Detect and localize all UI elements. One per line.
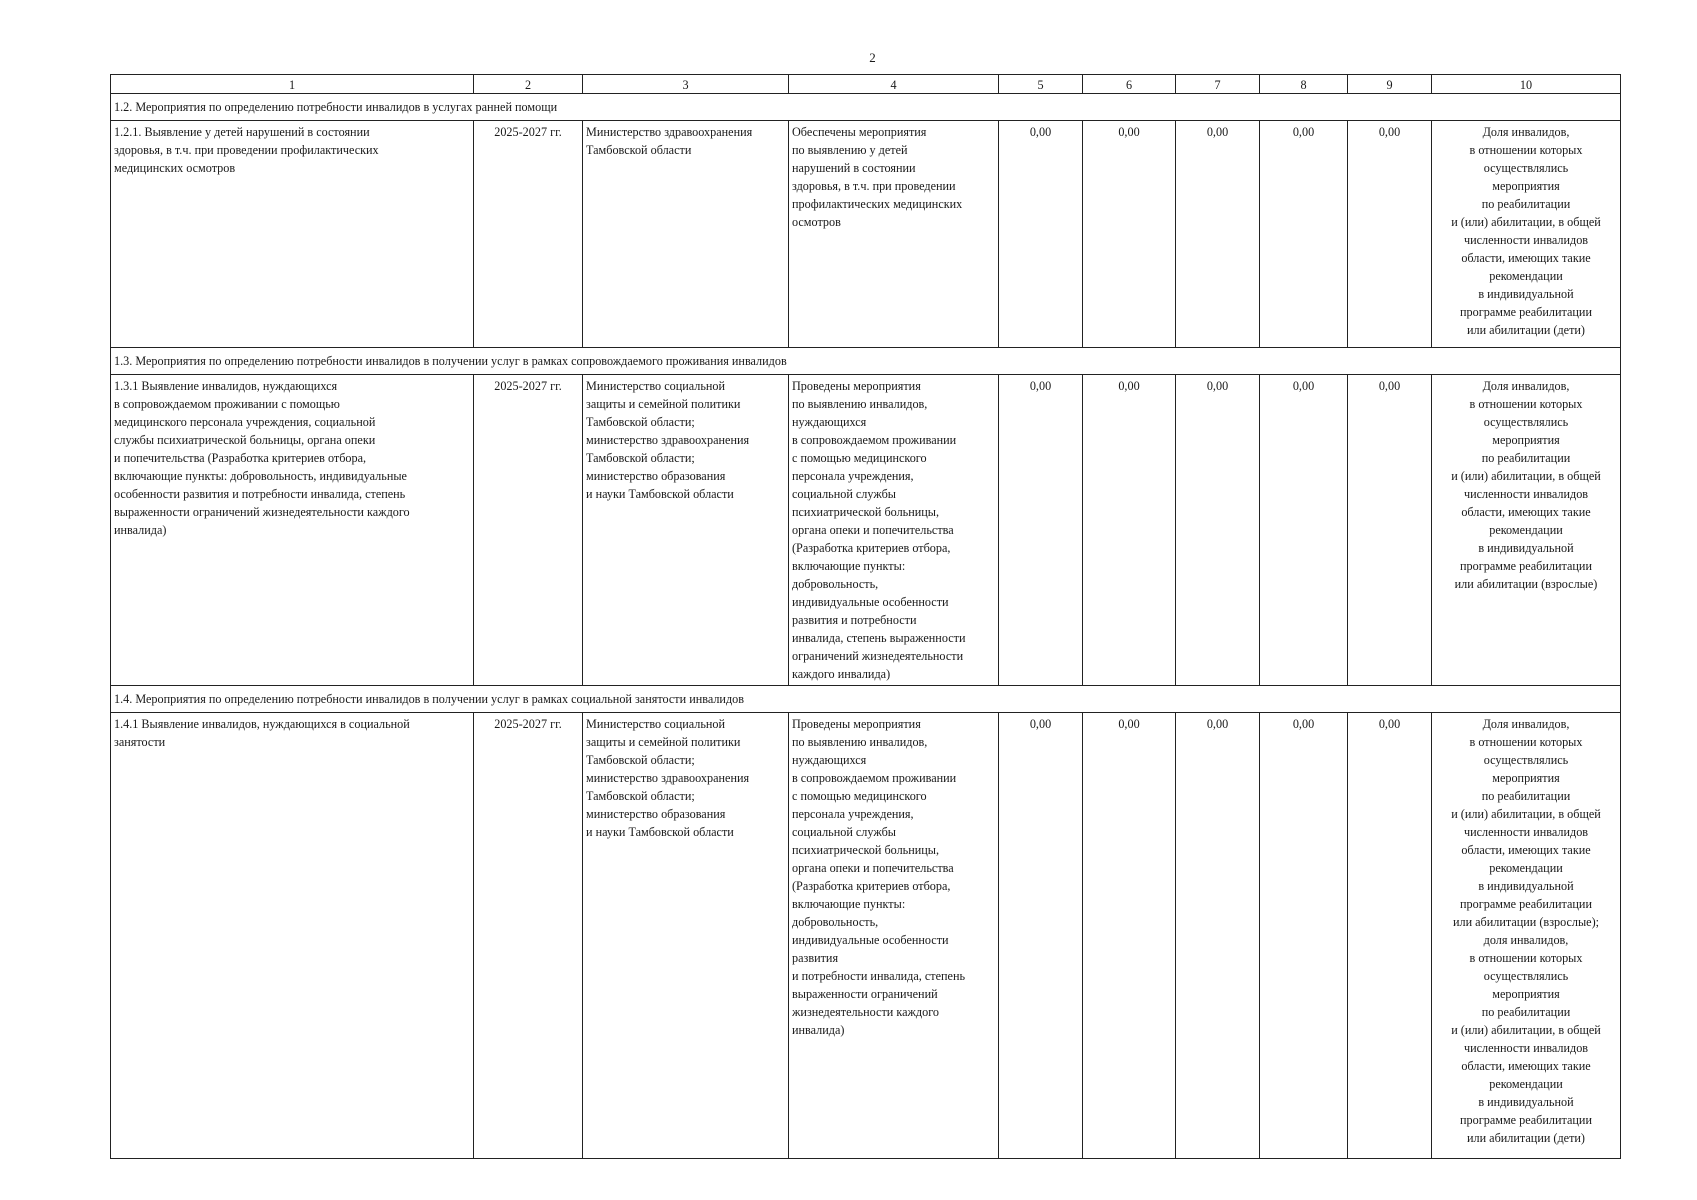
- column-number: 1: [111, 75, 474, 94]
- value-cell: 0,00: [1348, 375, 1432, 686]
- measures-table: [110, 74, 1621, 1159]
- value-cell: 0,00: [1083, 375, 1176, 686]
- section-header-row: [111, 348, 1621, 375]
- table-row: [111, 713, 1621, 1159]
- column-number-row: [111, 75, 1621, 94]
- value-cell: 0,00: [1348, 713, 1432, 1159]
- event-cell: 1.2.1. Выявление у детей нарушений в состоянии здоровья, в т.ч. при проведении профилактических медицинских осмотров: [111, 121, 474, 348]
- section-title: 1.3. Мероприятия по определению потребности инвалидов в получении услуг в рамках сопровождаемого проживания инвалидов: [111, 348, 1621, 375]
- column-number: 10: [1432, 75, 1621, 94]
- page-number: 2: [869, 50, 876, 65]
- column-number: 4: [789, 75, 999, 94]
- result-cell: Проведены мероприятия по выявлению инвалидов, нуждающихся в сопровождаемом проживании с помощью медицинского персонала учреждения, социальной службы психиатрической больницы, органа опеки и попечительства (Разработка критериев отбора, включающие пункты: добровольность, индивидуальные особенности развития и потребности инвалида, степень выраженности ограничений жизнедеятельности каждого инвалида): [789, 713, 999, 1159]
- value-cell: 0,00: [999, 375, 1083, 686]
- value-cell: 0,00: [1083, 713, 1176, 1159]
- column-number: 9: [1348, 75, 1432, 94]
- value-cell: 0,00: [999, 121, 1083, 348]
- executor-cell: Министерство социальной защиты и семейной политики Тамбовской области; министерство здравоохранения Тамбовской области; министерство образования и науки Тамбовской области: [583, 713, 789, 1159]
- value-cell: 0,00: [1260, 121, 1348, 348]
- table-row: [111, 121, 1621, 348]
- column-number: 8: [1260, 75, 1348, 94]
- value-cell: 0,00: [1260, 375, 1348, 686]
- indicator-cell: Доля инвалидов, в отношении которых осуществлялись мероприятия по реабилитации и (или) абилитации, в общей численности инвалидов области, имеющих такие рекомендации в индивидуальной программе реабилитации или абилитации (взрослые); доля инвалидов, в отношении которых осуществлялись мероприятия по реабилитации и (или) абилитации, в общей численности инвалидов области, имеющих такие рекомендации в индивидуальной программе реабилитации или абилитации (дети): [1432, 713, 1621, 1159]
- section-header-row: [111, 94, 1621, 121]
- event-cell: 1.3.1 Выявление инвалидов, нуждающихся в сопровождаемом проживании с помощью медицинского персонала учреждения, социальной службы психиатрической больницы, органа опеки и попечительства (Разработка критериев отбора, включающие пункты: добровольность, индивидуальные особенности развития и потребности инвалида, степень выраженности ограничений жизнедеятельности каждого инвалида): [111, 375, 474, 686]
- result-cell: Обеспечены мероприятия по выявлению у детей нарушений в состоянии здоровья, в т.ч. при проведении профилактических медицинских осмотров: [789, 121, 999, 348]
- column-number: 2: [474, 75, 583, 94]
- column-number: 7: [1176, 75, 1260, 94]
- result-cell: Проведены мероприятия по выявлению инвалидов, нуждающихся в сопровождаемом проживании с помощью медицинского персонала учреждения, социальной службы психиатрической больницы, органа опеки и попечительства (Разработка критериев отбора, включающие пункты: добровольность, индивидуальные особенности развития и потребности инвалида, степень выраженности ограничений жизнедеятельности каждого инвалида): [789, 375, 999, 686]
- value-cell: 0,00: [999, 713, 1083, 1159]
- table-row: [111, 375, 1621, 686]
- value-cell: 0,00: [1176, 713, 1260, 1159]
- section-title: 1.2. Мероприятия по определению потребности инвалидов в услугах ранней помощи: [111, 94, 1621, 121]
- column-number: 3: [583, 75, 789, 94]
- section-title: 1.4. Мероприятия по определению потребности инвалидов в получении услуг в рамках социальной занятости инвалидов: [111, 686, 1621, 713]
- period-cell: 2025-2027 гг.: [474, 713, 583, 1159]
- value-cell: 0,00: [1348, 121, 1432, 348]
- value-cell: 0,00: [1260, 713, 1348, 1159]
- section-header-row: [111, 686, 1621, 713]
- executor-cell: Министерство социальной защиты и семейной политики Тамбовской области; министерство здравоохранения Тамбовской области; министерство образования и науки Тамбовской области: [583, 375, 789, 686]
- indicator-cell: Доля инвалидов, в отношении которых осуществлялись мероприятия по реабилитации и (или) абилитации, в общей численности инвалидов области, имеющих такие рекомендации в индивидуальной программе реабилитации или абилитации (взрослые): [1432, 375, 1621, 686]
- value-cell: 0,00: [1083, 121, 1176, 348]
- period-cell: 2025-2027 гг.: [474, 121, 583, 348]
- period-cell: 2025-2027 гг.: [474, 375, 583, 686]
- column-number: 6: [1083, 75, 1176, 94]
- indicator-cell: Доля инвалидов, в отношении которых осуществлялись мероприятия по реабилитации и (или) абилитации, в общей численности инвалидов области, имеющих такие рекомендации в индивидуальной программе реабилитации или абилитации (дети): [1432, 121, 1621, 348]
- column-number: 5: [999, 75, 1083, 94]
- value-cell: 0,00: [1176, 121, 1260, 348]
- event-cell: 1.4.1 Выявление инвалидов, нуждающихся в социальной занятости: [111, 713, 474, 1159]
- value-cell: 0,00: [1176, 375, 1260, 686]
- executor-cell: Министерство здравоохранения Тамбовской области: [583, 121, 789, 348]
